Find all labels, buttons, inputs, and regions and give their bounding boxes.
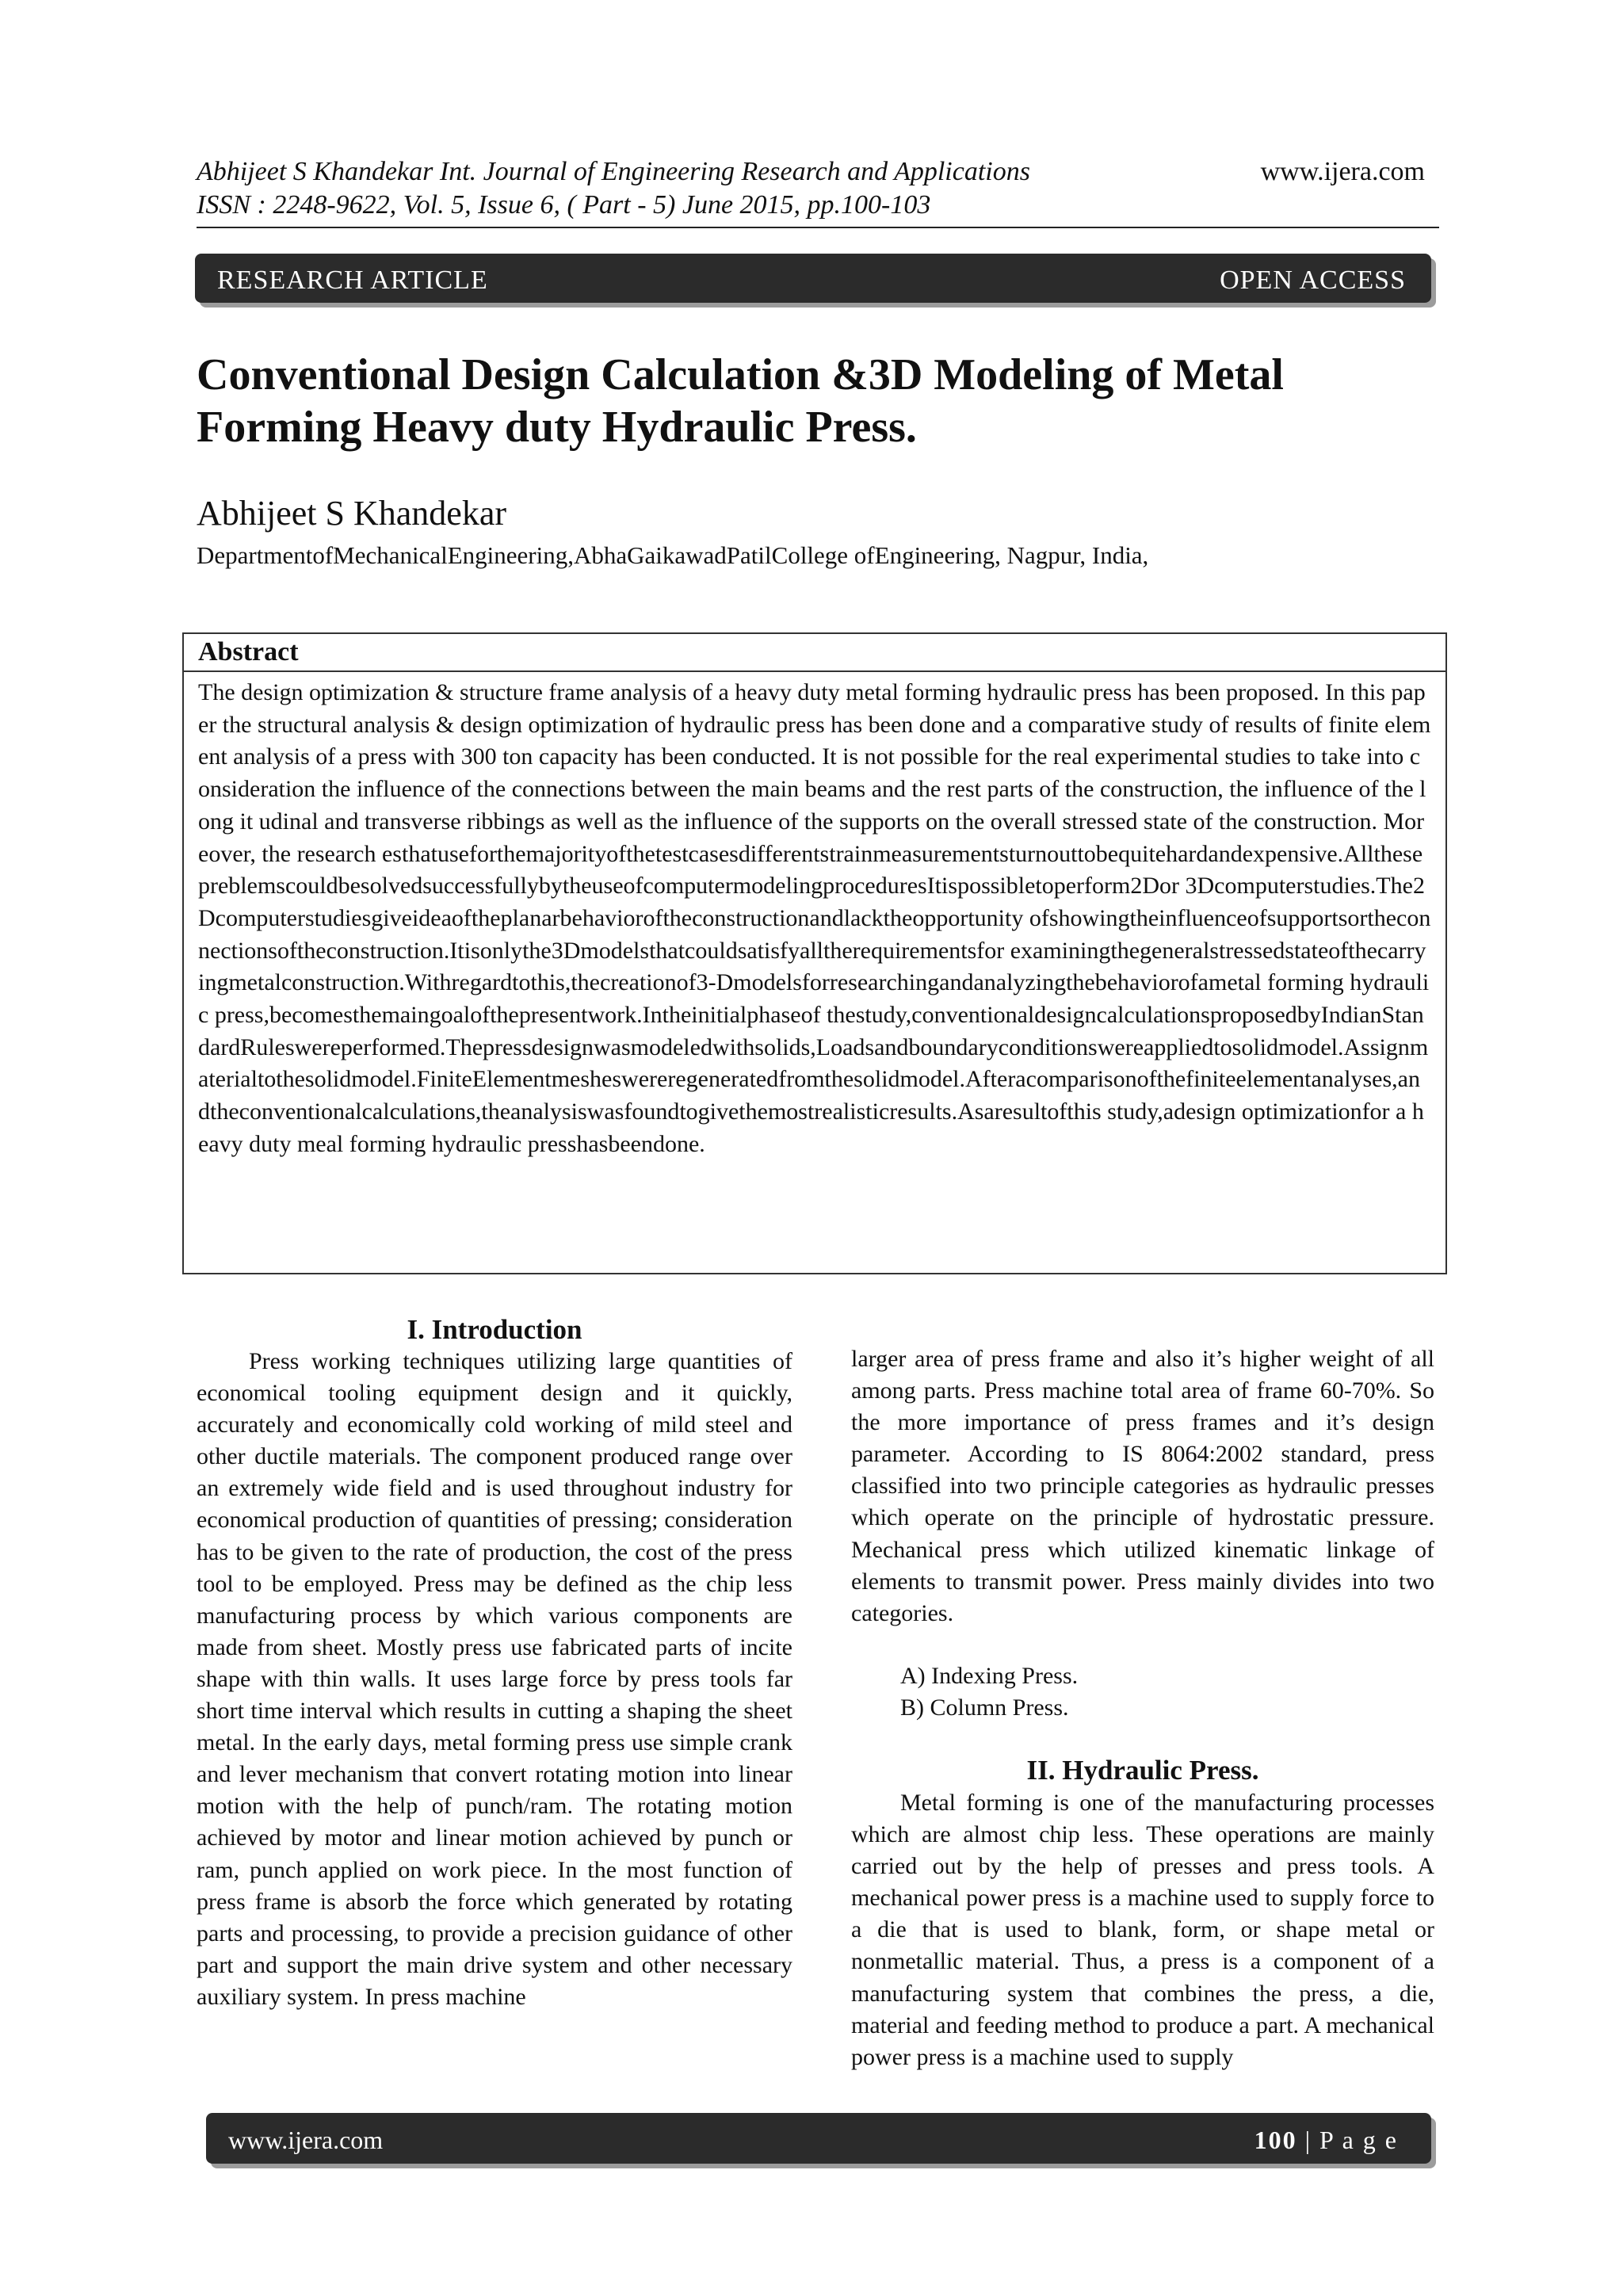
journal-citation-line-2: ISSN : 2248-9622, Vol. 5, Issue 6, ( Part - 5) June 2015, pp.100-103 [197,190,931,220]
list-item: B) Column Press. [900,1694,1069,1721]
journal-citation-line-1: Abhijeet S Khandekar Int. Journal of Engineering Research and Applications [197,157,1030,186]
header-website: www.ijera.com [1260,157,1425,186]
research-article-label: RESEARCH ARTICLE [217,266,488,295]
abstract-heading: Abstract [184,634,1445,672]
open-access-label: OPEN ACCESS [1220,266,1406,295]
introduction-heading: I. Introduction [407,1314,582,1345]
introduction-paragraph: Press working techniques utilizing large quantities of economical tooling equipment design and it quickly, accurately and economically cold working of mild steel and other ductile materials. The component produced range over an extremely wide field and is used throughout industry for economical production of quantities of pressing; consideration has to be given to the rate of production, the cost of the press tool to be employed. Press may be defined as the chip less manufacturing process by which various components are made from sheet. Mostly press use fabricated parts of incite shape with thin walls. It uses large force by press tools far short time interval which results in cutting a shaping the sheet metal. In the early days, metal forming press use simple crank and lever mechanism that convert rotating motion into linear motion with the help of punch/ram. The rotating motion achieved by motor and linear motion achieved by punch or ram, punch applied on work piece. In the most function of press frame is absorb the force which generated by rotating parts and processing, to provide a precision guidance of other part and support the main drive system and other necessary auxiliary system. In press machine [197,1348,792,2010]
article-type-banner [195,254,1431,303]
page-indicator [1254,2126,1398,2154]
list-item: A) Indexing Press. [900,1663,1079,1689]
abstract-text: The design optimization & structure frame analysis of a heavy duty metal forming hydraulic press has been proposed. In this paper the structural analysis & design optimization of hydraulic press has been done and a comparative study of results of finite element analysis of a press with 300 ton capacity has been conducted. It is not possible for the real experimental studies to take into consideration the influence of the connections between the main beams and the rest parts of the construction, the influence of the long it udinal and transverse ribbings as well as the influence of the supports on the overall stressed state of the construction. Moreover, the research esthatuseforthemajorityofthetestcasesdifferentstrainmeasurementsturnouttobequitehardandexpensive.AllthesepreblemscouldbesolvedsuccessfullybytheuseofcomputermodelingproceduresItispossibletoperform2Dor 3Dcomputerstudies.The2Dcomputerstudiesgiveideaoftheplanarbehavioroftheconstructionandlacktheopportunity ofshowingtheinfluenceofsupportsortheconnectionsoftheconstruction.Itisonlythe3Dmodelsthatcouldsatisfyalltherequirementsfor examiningthegeneralstressedstateofthecarryingmetalconstruction.Withregardtothis,thecreationof3-Dmodelsforresearchingandanalyzingthebehaviorofametal forming hydraulic press,becomesthemaingoalofthepresentwork.Intheinitialphaseof thestudy,conventionaldesigncalculationsproposedbyIndianStandardRuleswereperformed.Thepressdesignwasmodeledwithsolids,Loadsandboundaryconditionswereappliedtosolidmodel.Assignmaterialtothesolidmodel.FiniteElementmesheswereregeneratedfromthesolidmodel.Afteracomparisonofthefiniteelementanalyses,andtheconventionalcalculations,theanalysiswasfoundtogivethemostrealisticresults.Asaresultofthis study,adesign optimizationfor a heavy duty meal forming hydraulic presshasbeendone. [198,679,1431,1157]
page-label: | P a g e [1296,2126,1398,2154]
header-divider [197,227,1439,228]
paper-title [197,349,1385,453]
hydraulic-press-heading: II. Hydraulic Press. [1026,1755,1259,1786]
page-footer [206,2113,1431,2164]
page-number: 100 [1254,2126,1297,2154]
hydraulic-press-paragraph: Metal forming is one of the manufacturing processes which are almost chip less. These operations are mainly carried out by the help of presses and press tools. A mechanical power press is a machine used to supply force to a die that is used to blank, form, or shape metal or nonmetallic material. Thus, a press is a component of a manufacturing system that combines the press, a die, material and feeding method to produce a part. A mechanical power press is a machine used to supply [851,1790,1434,2070]
paper-title-line-1: Conventional Design Calculation &3D Modeling of Metal [197,350,1284,399]
press-categories-list [900,1660,1439,1724]
paper-title-line-2: Forming Heavy duty Hydraulic Press. [197,403,917,452]
footer-website: www.ijera.com [228,2126,384,2154]
author-name: Abhijeet S Khandekar [197,494,506,533]
author-affiliation: DepartmentofMechanicalEngineering,AbhaGaikawadPatilCollege ofEngineering, Nagpur, India, [197,541,1149,569]
introduction-continued-paragraph: larger area of press frame and also it’s higher weight of all among parts. Press machine total area of frame 60-70%. So the more importance of press frames and it’s design parameter. According to IS 8064:2002 standard, press classified into two principle categories as hydraulic presses which operate on the principle of hydrostatic pressure. Mechanical press which utilized kinematic linkage of elements to transmit power. Press mainly divides into two categories. [851,1346,1434,1626]
abstract-box [182,632,1447,1274]
